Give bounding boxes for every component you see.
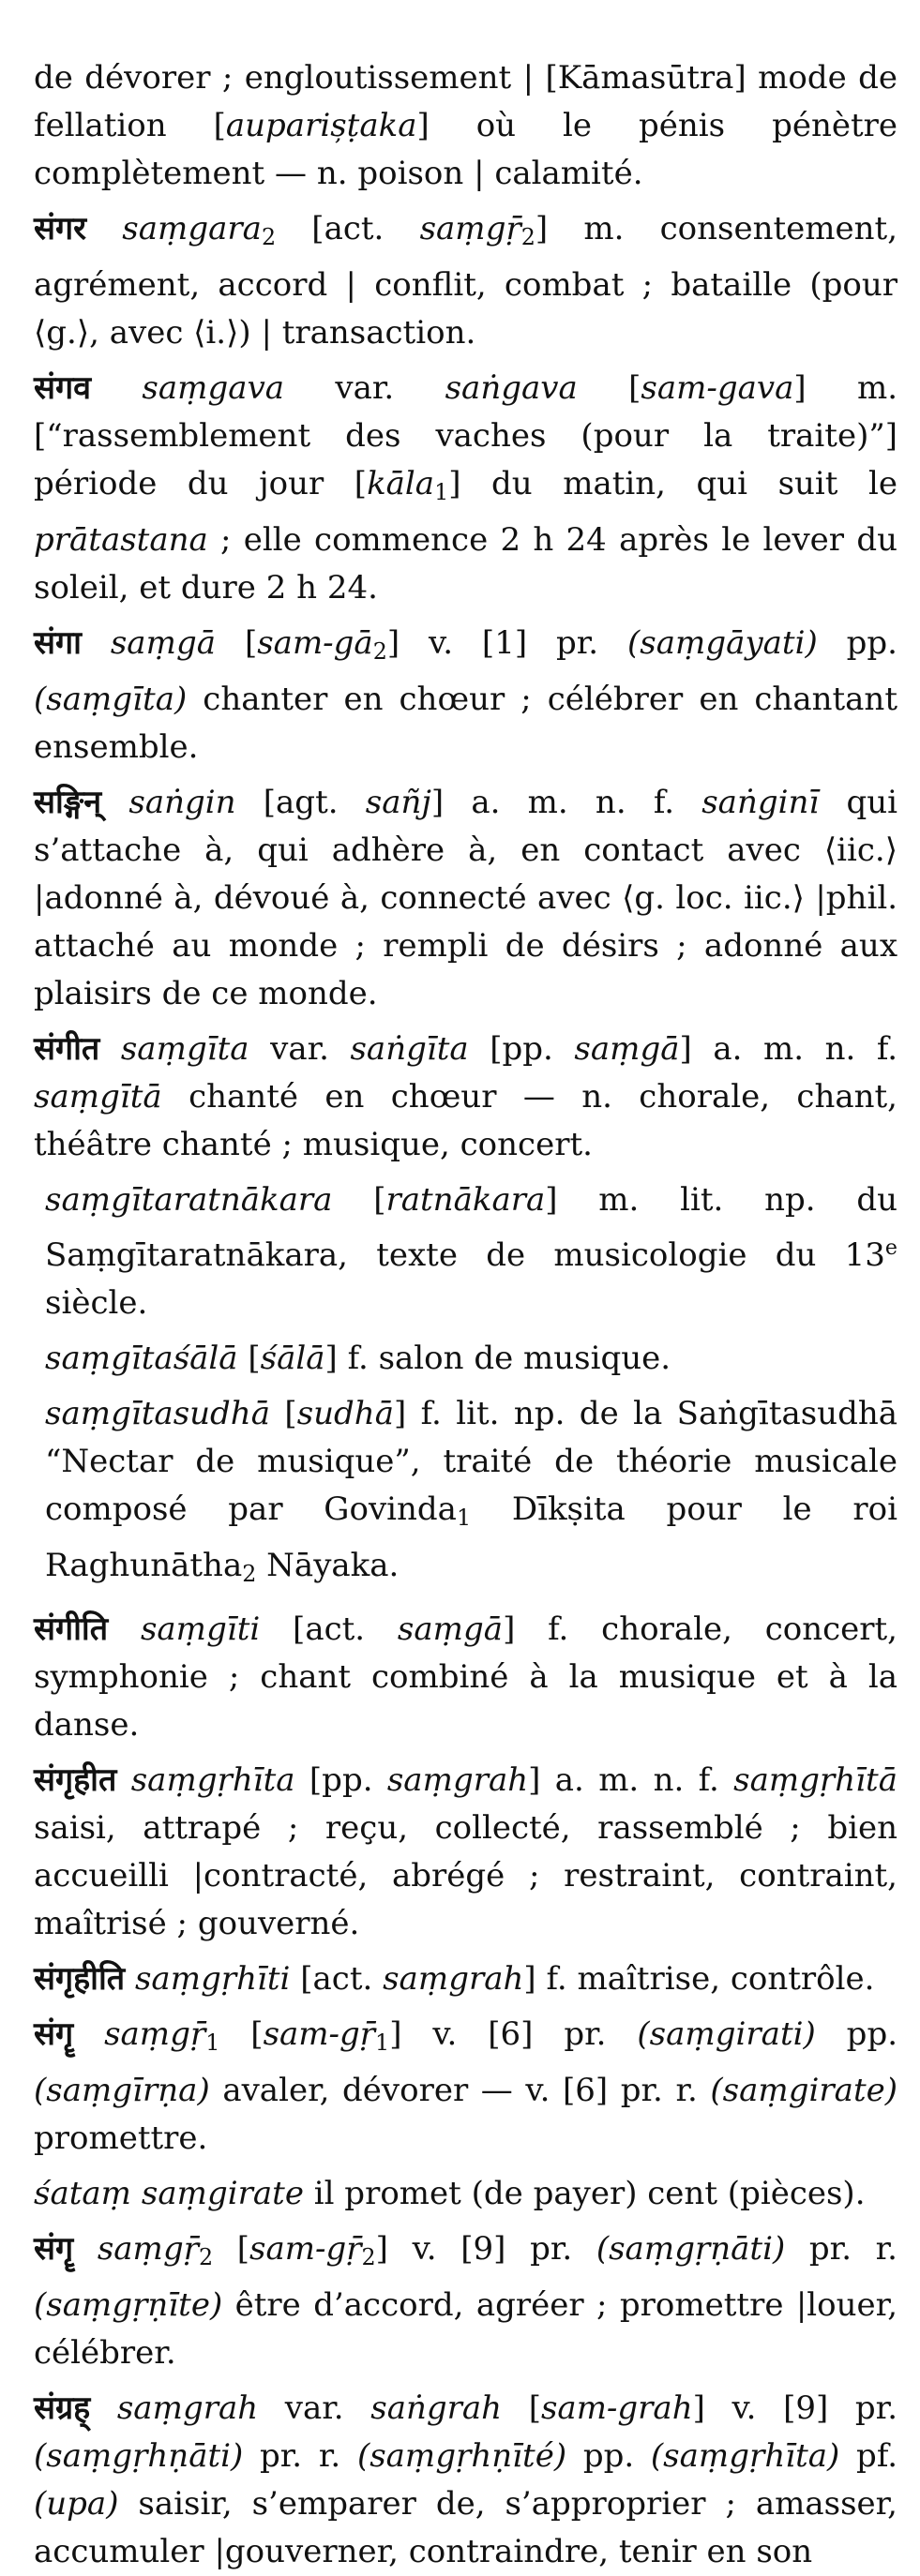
entry-text: ; elle commence 2 h 24 après le lever du soleil, et dure 2 h 24. xyxy=(34,520,897,607)
italic-term: śataṃ saṃgirate xyxy=(34,2174,304,2212)
italic-term: (saṃgṛṇīte) xyxy=(34,2285,223,2324)
entry-text xyxy=(116,1761,130,1799)
italic-term: (upa) xyxy=(34,2484,119,2523)
entry-text: pr. r. xyxy=(785,2229,897,2268)
entry-text xyxy=(91,369,142,407)
entry-text: ] du matin, qui suit le xyxy=(448,464,897,502)
entry-text: [act. xyxy=(276,210,420,247)
entry-text: ] f. maîtrise, contrôle. xyxy=(523,1959,875,1998)
entry-text: pp. xyxy=(817,623,897,662)
entry-samgr1 xyxy=(34,2011,897,2163)
entry-text xyxy=(90,2389,117,2427)
italic-term: saṃgītasudhā xyxy=(45,1394,270,1432)
italic-term: saṃgṝ xyxy=(419,210,521,247)
entry-text: ] a. m. n. f. xyxy=(679,1029,898,1068)
entry-text: ] a. m. n. f. xyxy=(528,1760,734,1799)
italic-term: saṃgrah xyxy=(116,2389,259,2427)
italic-term: saṃgā xyxy=(110,623,217,662)
entry-text: [act. xyxy=(290,1959,384,1998)
entry-text: [ xyxy=(216,623,258,662)
entry-samgava xyxy=(34,365,897,612)
entry-text: [ xyxy=(502,2389,541,2427)
entry-text: Dīkṣita pour le roi Raghunātha xyxy=(45,1490,897,1584)
entry-text xyxy=(101,784,128,821)
entry-text: pr. r. xyxy=(243,2436,357,2475)
italic-term: (saṃgirate) xyxy=(710,2071,897,2109)
entry-text: [ xyxy=(269,1394,297,1432)
italic-term: śālā xyxy=(260,1339,325,1377)
headword-devanagari: संग्रह् xyxy=(34,2389,91,2427)
italic-term: saṃgṛhīti xyxy=(134,1959,291,1998)
headword-devanagari: संगव xyxy=(34,368,92,407)
entry-cont xyxy=(34,54,897,198)
entry-text xyxy=(86,210,122,247)
entry-text: avaler, dévorer — v. [6] pr. r. xyxy=(209,2071,711,2109)
entry-text: ] m. [“rassemblement des vaches (pour la traite)”] période du jour [ xyxy=(34,368,898,502)
subscript-index: 2 xyxy=(520,223,535,250)
subscript-index: 2 xyxy=(198,2243,214,2270)
italic-term: (saṃgīrṇa) xyxy=(34,2071,210,2109)
headword-devanagari: संगॄ xyxy=(34,2229,74,2268)
italic-term: sam-gava xyxy=(641,368,794,407)
entry-satam xyxy=(34,2170,897,2218)
entry-text: promettre. xyxy=(34,2119,208,2157)
subscript-index: 2 xyxy=(361,2243,376,2270)
entry-text: ] f. salon de musique. xyxy=(324,1339,671,1377)
entry-text: saisir, s’emparer de, s’approprier ; amasser, accumuler |gouverner, contraindre, tenir en son xyxy=(34,2484,897,2570)
italic-term: (saṃgīta) xyxy=(34,680,188,718)
entry-text xyxy=(99,1030,121,1068)
italic-term: saṃgītaśālā xyxy=(45,1339,238,1377)
italic-term: saṃgā xyxy=(397,1610,504,1648)
entry-text: saisi, attrapé ; reçu, collecté, rassemblé ; bien accueilli |contracté, abrégé ; restraint, contraint, maîtrisé ; gouverné. xyxy=(34,1808,897,1942)
entry-samga xyxy=(34,620,897,771)
italic-term: saṃgītā xyxy=(34,1077,162,1116)
entry-samgrhiti xyxy=(34,1955,897,2003)
subscript-index: 2 xyxy=(372,637,387,665)
headword-devanagari: सङ्गिन् xyxy=(34,783,102,821)
italic-term: (saṃgṛhīta) xyxy=(650,2436,840,2475)
entry-text: ] v. [1] pr. xyxy=(386,623,628,662)
entry-text: var. xyxy=(258,2389,371,2427)
entry-text xyxy=(125,1960,135,1998)
headword-devanagari: संगर xyxy=(34,210,87,247)
entry-text: ] v. [9] pr. xyxy=(692,2389,898,2427)
superscript: e xyxy=(884,1235,897,1260)
italic-term: saṅginī xyxy=(701,783,820,821)
italic-term: saṃgṝ xyxy=(97,2229,199,2268)
italic-term: saṃgṛhīta xyxy=(130,1760,295,1799)
entry-text xyxy=(108,1610,141,1648)
italic-term: prātastana xyxy=(34,520,208,559)
italic-term: saṅgīta xyxy=(350,1029,469,1068)
entry-sangin xyxy=(34,779,897,1018)
italic-term: (saṃgāyati) xyxy=(627,623,818,662)
entry-text: pp. xyxy=(566,2436,651,2475)
subscript-index: 2 xyxy=(242,1560,257,1587)
entry-text: var. xyxy=(249,1029,351,1068)
italic-term: sam-gṝ xyxy=(249,2229,362,2268)
entry-text: de dévorer ; engloutissement | [Kāmasūtra] mode de fellation [ xyxy=(34,59,897,144)
entry-text: ] v. [9] pr. xyxy=(375,2229,596,2268)
entry-samgiti xyxy=(34,1606,897,1749)
italic-term: saṃgrah xyxy=(386,1760,529,1799)
entry-text xyxy=(73,2015,104,2053)
entry-samgr2 xyxy=(34,2225,897,2377)
headword-devanagari: संगृहीत xyxy=(34,1760,117,1799)
italic-term: saṅgava xyxy=(445,368,578,407)
italic-term: (saṃgṛṇāti) xyxy=(596,2229,786,2268)
italic-term: sudhā xyxy=(296,1394,394,1432)
italic-term: sam-gā xyxy=(257,623,373,662)
entry-text: [act. xyxy=(260,1610,398,1648)
italic-term: saṃgava xyxy=(142,368,285,407)
entry-samgitasala xyxy=(34,1335,897,1383)
entry-text: il promet (de payer) cent (pièces). xyxy=(303,2174,866,2212)
entry-text: [ xyxy=(213,2229,250,2268)
entry-samgrah xyxy=(34,2385,897,2576)
entry-text: chanté en chœur — n. chorale, chant, théâtre chanté ; musique, concert. xyxy=(34,1077,897,1163)
italic-term: saṅgin xyxy=(128,783,236,821)
italic-term: sam-grah xyxy=(540,2389,693,2427)
headword-devanagari: संगीति xyxy=(34,1610,109,1648)
italic-term: (saṃgṛhṇīté) xyxy=(356,2436,567,2475)
entry-text xyxy=(82,624,111,662)
italic-term: (saṃgirati) xyxy=(637,2014,816,2053)
entry-samgara xyxy=(34,205,897,357)
subscript-index: 1 xyxy=(434,478,449,505)
italic-term: saṃgrah xyxy=(383,1959,524,1998)
entry-samgitasudha xyxy=(34,1390,897,1598)
entry-text: var. xyxy=(284,368,445,407)
italic-term: saṃgara xyxy=(122,210,262,247)
subscript-index: 1 xyxy=(205,2029,220,2056)
entry-text: ] f. chorale, concert, symphonie ; chant combiné à la musique et à la danse. xyxy=(34,1610,897,1744)
entry-text: ] m. lit. np. du Saṃgītaratnākara, texte de musicologie du 13 xyxy=(45,1180,897,1274)
entry-text: [ xyxy=(237,1339,261,1377)
entry-text: pp. xyxy=(815,2014,898,2053)
entry-text: siècle. xyxy=(45,1283,148,1322)
italic-term: saṃgītaratnākara xyxy=(45,1180,333,1219)
italic-term: sañj xyxy=(365,783,431,821)
subscript-index: 1 xyxy=(375,2029,390,2056)
headword-devanagari: संगृहीति xyxy=(34,1959,126,1998)
italic-term: auparișṭaka xyxy=(225,107,417,144)
headword-devanagari: संगॄ xyxy=(34,2014,74,2053)
italic-term: ratnākara xyxy=(385,1180,546,1219)
entry-text: Nāyaka. xyxy=(256,1546,400,1584)
italic-term: saṃgṛhītā xyxy=(733,1760,897,1799)
entry-text: être d’accord, agréer ; promettre |louer, célébrer. xyxy=(34,2285,897,2372)
headword-devanagari: संगा xyxy=(34,623,82,662)
entry-text: [ xyxy=(577,368,641,407)
italic-term: saṃgīti xyxy=(140,1610,261,1648)
subscript-index: 1 xyxy=(456,1504,472,1531)
entry-text: pf. xyxy=(839,2436,898,2475)
italic-term: saṅgrah xyxy=(370,2389,503,2427)
entry-samgrhita xyxy=(34,1757,897,1948)
italic-term: saṃgīta xyxy=(120,1029,249,1068)
headword-devanagari: संगीत xyxy=(34,1029,100,1068)
entry-text: ] f. lit. np. de la Saṅgītasudhā “Nectar de musique”, traité de théorie musicale composé par Govinda xyxy=(45,1394,897,1528)
entry-text: [ xyxy=(219,2014,264,2053)
italic-term: (saṃgṛhṇāti) xyxy=(34,2436,244,2475)
entry-text: ] m. consentement, agrément, accord | conflit, combat ; bataille (pour ⟨g.⟩, avec ⟨i.⟩) | transaction. xyxy=(34,210,897,352)
entry-text: ] a. m. n. f. xyxy=(430,783,702,821)
italic-term: saṃgṝ xyxy=(104,2014,206,2053)
italic-term: saṃgā xyxy=(574,1029,680,1068)
entry-text: qui s’attache à, qui adhère à, en contact avec ⟨iic.⟩ |adonné à, dévoué à, connecté avec ⟨g. loc. iic.⟩ |phil. attaché au monde ; rempli de désirs ; adonné aux plaisirs de ce monde. xyxy=(34,783,898,1012)
entry-text: ] v. [6] pr. xyxy=(389,2014,638,2053)
entry-text: chanter en chœur ; célébrer en chantant ensemble. xyxy=(34,680,897,766)
entry-samgitaratnakara xyxy=(34,1176,897,1327)
entry-text: [pp. xyxy=(468,1029,575,1068)
entry-text: [ xyxy=(332,1180,386,1219)
italic-term: sam-gṝ xyxy=(263,2014,376,2053)
subscript-index: 2 xyxy=(261,223,277,250)
italic-term: kāla xyxy=(367,464,435,502)
entry-text: ] où le pénis pénètre complètement — n. poison | calamité. xyxy=(34,107,898,192)
entry-text: [pp. xyxy=(294,1760,387,1799)
entry-text: [agt. xyxy=(235,783,366,821)
entry-samgita xyxy=(34,1026,897,1169)
entry-text xyxy=(73,2230,98,2268)
